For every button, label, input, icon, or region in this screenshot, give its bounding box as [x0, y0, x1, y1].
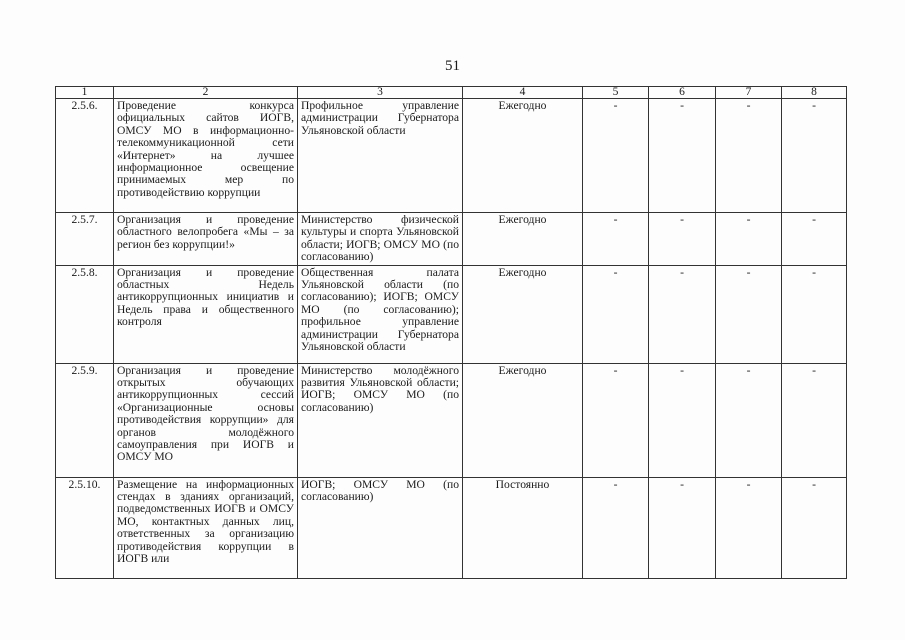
item-col7: -: [716, 265, 782, 363]
item-col5: -: [583, 265, 649, 363]
item-col5: -: [583, 363, 649, 477]
item-responsible: Министерство физической культуры и спорта Ульяновской области; ИОГВ; ОМСУ МО (по согласованию): [298, 213, 463, 266]
item-description: Организация и проведение областного велопробега «Мы – за регион без коррупции!»: [114, 213, 298, 266]
header-cell: 8: [782, 87, 847, 99]
item-description: Размещение на информационных стендах в зданиях организаций, подведомственных ИОГВ и ОМСУ МО, контактных данных лиц, ответственных за организацию противодействия коррупции в ИОГВ или: [114, 477, 298, 578]
item-col8: -: [782, 363, 847, 477]
page-number: 51: [445, 58, 460, 74]
item-number: 2.5.7.: [56, 213, 114, 266]
header-cell: 6: [649, 87, 716, 99]
header-cell: 1: [56, 87, 114, 99]
header-cell: 4: [463, 87, 583, 99]
item-description: Организация и проведение открытых обучающих антикоррупционных сессий «Организационные основы противодействия коррупции» для органов молодёжного самоуправления при ИОГВ и ОМСУ МО: [114, 363, 298, 477]
item-col6: -: [649, 265, 716, 363]
item-number: 2.5.10.: [56, 477, 114, 578]
item-description: Проведение конкурса официальных сайтов ИОГВ, ОМСУ МО в информационно-телекоммуникационной сети «Интернет» на лучшее информационное освещение принимаемых мер по противодействию коррупции: [114, 99, 298, 213]
item-responsible: Профильное управление администрации Губернатора Ульяновской области: [298, 99, 463, 213]
item-term: Ежегодно: [463, 99, 583, 213]
item-col8: -: [782, 477, 847, 578]
header-cell: 2: [114, 87, 298, 99]
item-number: 2.5.9.: [56, 363, 114, 477]
item-term: Постоянно: [463, 477, 583, 578]
item-term: Ежегодно: [463, 363, 583, 477]
plan-table: [55, 86, 847, 579]
item-responsible: Общественная палата Ульяновской области (по согласованию); ИОГВ; ОМСУ МО (по согласованию); профильное управление администрации Губернатора Ульяновской области: [298, 265, 463, 363]
item-responsible: ИОГВ; ОМСУ МО (по согласованию): [298, 477, 463, 578]
item-description: Организация и проведение областных Недель антикоррупционных инициатив и Недель права и общественного контроля: [114, 265, 298, 363]
item-col8: -: [782, 265, 847, 363]
item-col5: -: [583, 477, 649, 578]
item-term: Ежегодно: [463, 265, 583, 363]
item-col7: -: [716, 477, 782, 578]
header-cell: 7: [716, 87, 782, 99]
item-col6: -: [649, 477, 716, 578]
table-row: [56, 477, 847, 578]
item-col7: -: [716, 99, 782, 213]
item-number: 2.5.6.: [56, 99, 114, 213]
item-term: Ежегодно: [463, 213, 583, 266]
table-row: [56, 265, 847, 363]
item-col5: -: [583, 213, 649, 266]
item-col5: -: [583, 99, 649, 213]
item-number: 2.5.8.: [56, 265, 114, 363]
item-responsible: Министерство молодёжного развития Ульяновской области; ИОГВ; ОМСУ МО (по согласованию): [298, 363, 463, 477]
table-header-row: [56, 87, 847, 99]
item-col7: -: [716, 213, 782, 266]
item-col6: -: [649, 99, 716, 213]
table-row: [56, 99, 847, 213]
header-cell: 5: [583, 87, 649, 99]
item-col8: -: [782, 99, 847, 213]
item-col6: -: [649, 363, 716, 477]
table-row: [56, 213, 847, 266]
item-col7: -: [716, 363, 782, 477]
item-col6: -: [649, 213, 716, 266]
table-row: [56, 363, 847, 477]
item-col8: -: [782, 213, 847, 266]
header-cell: 3: [298, 87, 463, 99]
